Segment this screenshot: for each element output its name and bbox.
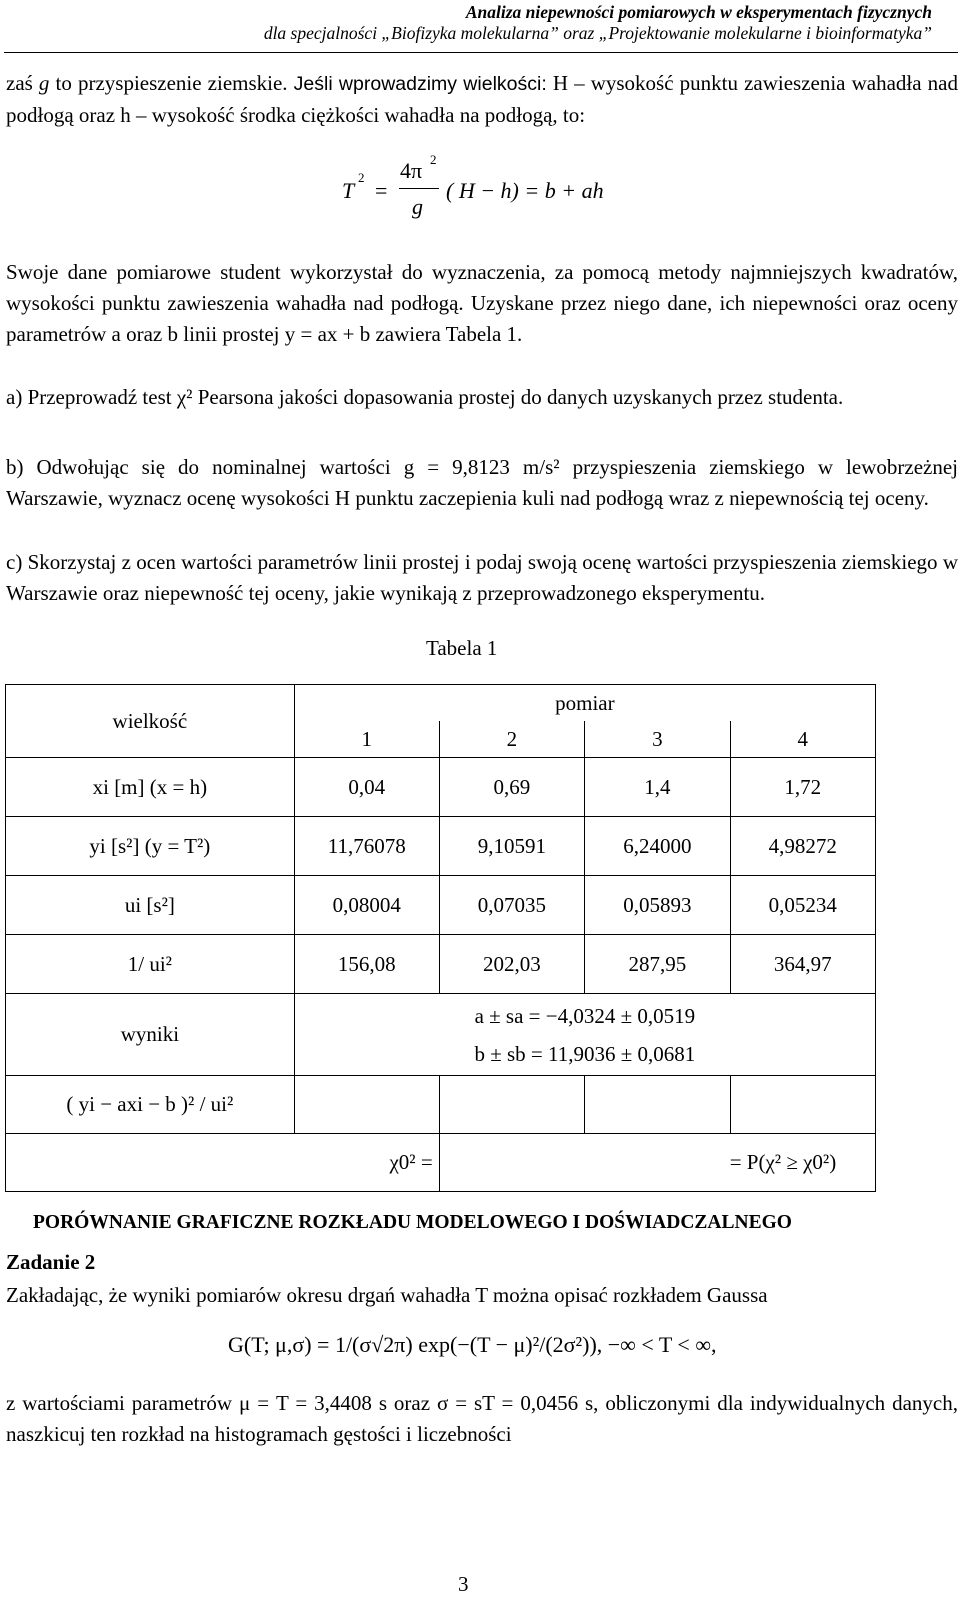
intro-paragraph: zaś g to przyspieszenie ziemskie. Jeśli wprowadzimy wielkości: H – wysokość punktu zawieszenia wahadła nad podłogą oraz h – wysokość środka ciężkości wahadła na podłogą, to: [6, 71, 958, 127]
table-cell: 4,98272 [730, 817, 875, 876]
header-rule [4, 52, 958, 53]
results-label: wyniki [6, 994, 295, 1076]
task2-text: Zakładając, że wyniki pomiarów okresu drgań wahadła T można opisać rozkładem Gaussa [6, 1283, 768, 1307]
column-header: 1 [294, 721, 439, 758]
table-row [6, 758, 876, 817]
residual-label: ( yi − axi − b )² / ui² [6, 1076, 295, 1134]
header-title: Analiza niepewności pomiarowych w eksperymentach fizycznych [465, 2, 932, 22]
table-cell: 1,72 [730, 758, 875, 817]
table-row [6, 817, 876, 876]
table-cell: 364,97 [730, 935, 875, 994]
table-caption: Tabela 1 [426, 636, 498, 660]
table-cell: 9,10591 [439, 817, 584, 876]
section-heading: PORÓWNANIE GRAFICZNE ROZKŁADU MODELOWEGO I DOŚWIADCZALNEGO [33, 1212, 792, 1233]
column-header: 2 [439, 721, 584, 758]
chi-square-label: χ0² = [6, 1134, 440, 1192]
data-table [5, 684, 876, 1192]
results-cell [294, 994, 875, 1076]
table-row-results [6, 994, 876, 1076]
row-label: xi [m] (x = h) [6, 758, 295, 817]
table-cell: 0,05234 [730, 876, 875, 935]
row-label: ui [s²] [6, 876, 295, 935]
table-cell: 0,04 [294, 758, 439, 817]
table-cell: 11,76078 [294, 817, 439, 876]
task-b: b) Odwołując się do nominalnej wartości g = 9,8123 m/s² przyspieszenia ziemskiego w lewobrzeżnej Warszawie, wyznacz ocenę wysokości H punktu zaczepienia kuli nad podłogą wraz z niepewnością tej oceny. [6, 455, 958, 510]
table-cell: 287,95 [585, 935, 730, 994]
probability-label: = P(χ² ≥ χ0²) [439, 1134, 875, 1192]
table-cell: 202,03 [439, 935, 584, 994]
task-c: c) Skorzystaj z ocen wartości parametrów linii prostej i podaj swoją ocenę wartości przyspieszenia ziemskiego w Warszawie oraz niepewność tej oceny, jakie wynikają z przeprowadzonego eksperymentu. [6, 550, 958, 605]
table-row [6, 876, 876, 935]
row-label: yi [s²] (y = T²) [6, 817, 295, 876]
table-row [6, 935, 876, 994]
column-header: 3 [585, 721, 730, 758]
gauss-formula: G(T; μ,σ) = 1/(σ√2π) exp(−(T − μ)²/(2σ²)), −∞ < T < ∞, [228, 1332, 717, 1357]
task-a: a) Przeprowadź test χ² Pearsona jakości dopasowania prostej do danych uzyskanych przez studenta. [6, 385, 844, 409]
equation-period: T 2 = 4π 2 g ( H − h) = b + ah [342, 152, 604, 219]
table-cell: 0,07035 [439, 876, 584, 935]
table-cell: 0,05893 [585, 876, 730, 935]
running-header [264, 2, 932, 44]
header-subtitle: dla specjalności „Biofizyka molekularna” oraz „Projektowanie molekularne i bioinformatyka” [263, 23, 932, 43]
column-header: 4 [730, 721, 875, 758]
table-row-residual [6, 1076, 876, 1134]
task2-parameters: z wartościami parametrów μ = T = 3,4408 s oraz σ = sT = 0,0456 s, obliczonymi dla indywidualnych danych, naszkicuj ten rozkład na histogramach gęstości i liczebności [6, 1391, 958, 1446]
table-cell: 1,4 [585, 758, 730, 817]
table-row-chi [6, 1134, 876, 1192]
row-label: 1/ ui² [6, 935, 295, 994]
table-cell: 156,08 [294, 935, 439, 994]
result-b: b ± sb = 11,9036 ± 0,0681 [474, 1041, 696, 1066]
result-a: a ± sa = −4,0324 ± 0,0519 [474, 1003, 696, 1028]
method-paragraph: Swoje dane pomiarowe student wykorzystał do wyznaczenia, za pomocą metody najmniejszych kwadratów, wysokości punktu zawieszenia wahadła nad podłogą. Uzyskane przez niego dane, ich niepewności oraz oceny parametrów a oraz b linii prostej y = ax + b zawiera Tabela 1. [6, 260, 958, 346]
table-group-header: pomiar [294, 685, 875, 722]
table-cell: 0,69 [439, 758, 584, 817]
table-cell: 6,24000 [585, 817, 730, 876]
table-corner: wielkość [6, 685, 295, 758]
table-cell: 0,08004 [294, 876, 439, 935]
page-number: 3 [458, 1572, 469, 1596]
task2-title: Zadanie 2 [6, 1250, 96, 1274]
